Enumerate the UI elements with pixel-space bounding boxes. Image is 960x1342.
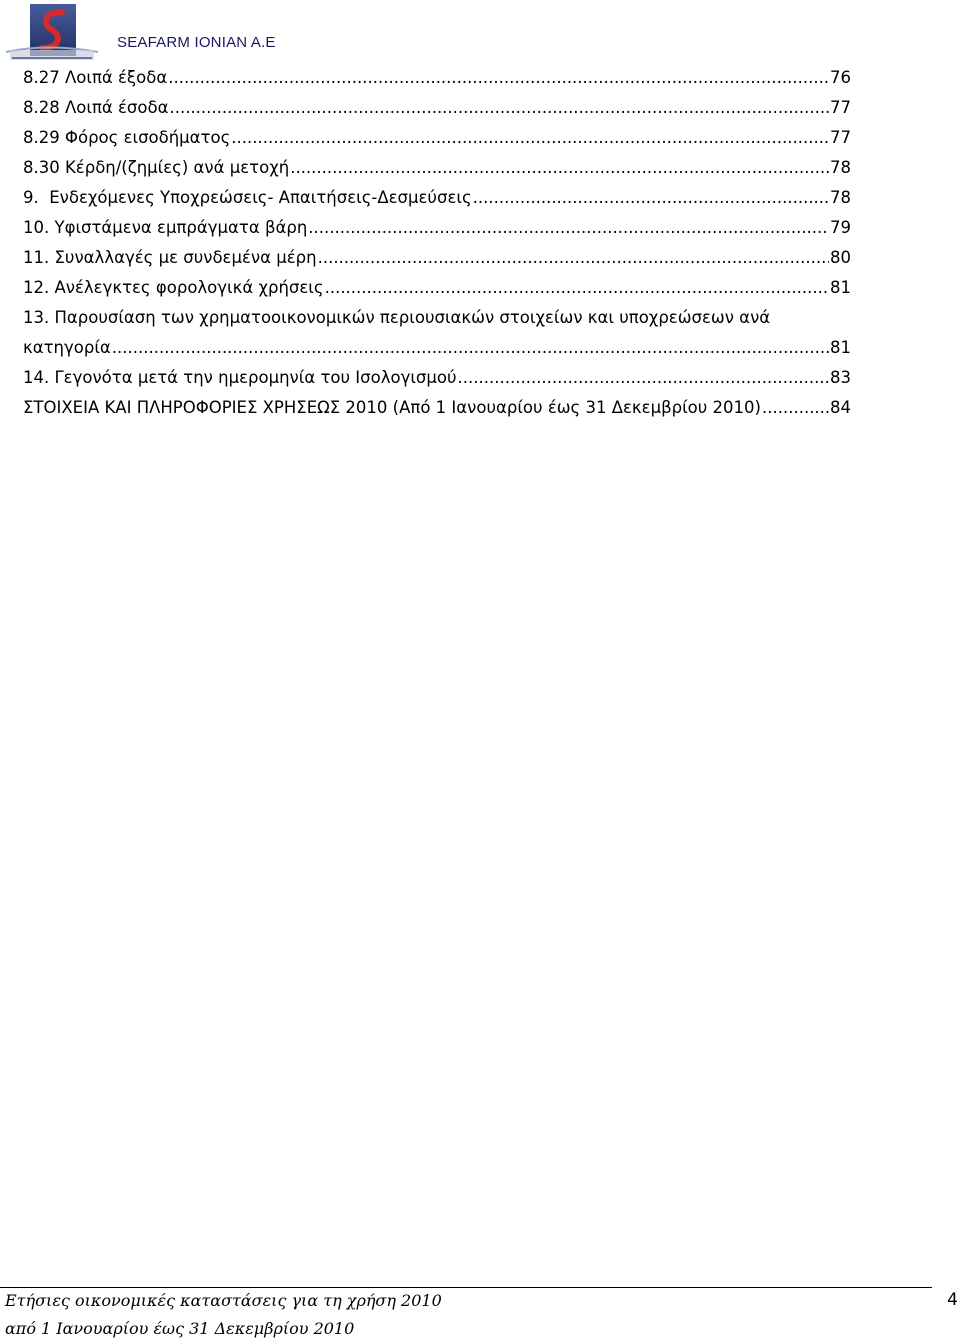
toc-entry-title: 8.29 Φόρος εισοδήματος bbox=[23, 128, 231, 147]
footer-divider bbox=[0, 1287, 932, 1288]
toc-entry-page: 81 bbox=[830, 338, 851, 357]
toc-entry-page: 84 bbox=[830, 398, 851, 417]
toc-entry[interactable] bbox=[23, 63, 851, 93]
table-of-contents bbox=[23, 63, 851, 423]
toc-entry-page: 80 bbox=[830, 248, 851, 267]
toc-dot-leader bbox=[168, 63, 829, 93]
toc-entry[interactable] bbox=[23, 273, 851, 303]
company-name: SEAFARM IONIAN A.E bbox=[117, 34, 276, 51]
toc-entry[interactable] bbox=[23, 123, 851, 153]
footer-period: από 1 Ιανουαρίου έως 31 Δεκεμβρίου 2010 bbox=[5, 1319, 355, 1338]
toc-dot-leader bbox=[290, 153, 829, 183]
toc-entry-page: 77 bbox=[830, 128, 851, 147]
toc-entry-page: 79 bbox=[830, 218, 851, 237]
toc-entry[interactable] bbox=[23, 363, 851, 393]
toc-entry-page: 83 bbox=[830, 368, 851, 387]
toc-entry-page: 78 bbox=[830, 188, 851, 207]
toc-entry-title: 12. Ανέλεγκτες φορολογικά χρήσεις bbox=[23, 278, 324, 297]
toc-entry-title: 9. Ενδεχόμενες Υποχρεώσεις- Απαιτήσεις-Δεσμεύσεις bbox=[23, 188, 472, 207]
toc-entry-title: 11. Συναλλαγές με συνδεμένα μέρη bbox=[23, 248, 317, 267]
toc-dot-leader bbox=[473, 183, 829, 213]
toc-entry[interactable] bbox=[23, 213, 851, 243]
toc-entry[interactable] bbox=[23, 393, 851, 423]
toc-entry-title: 8.28 Λοιπά έσοδα bbox=[23, 98, 169, 117]
toc-entry-page: 77 bbox=[830, 98, 851, 117]
page-number: 4 bbox=[947, 1290, 958, 1310]
footer-title: Ετήσιες οικονομικές καταστάσεις για τη χρήση 2010 bbox=[5, 1291, 442, 1310]
toc-dot-leader bbox=[458, 363, 829, 393]
toc-entry[interactable] bbox=[23, 153, 851, 183]
toc-dot-leader bbox=[112, 333, 829, 363]
toc-entry-page: 81 bbox=[830, 278, 851, 297]
toc-entry-title: κατηγορία bbox=[23, 338, 111, 357]
toc-entry bbox=[23, 333, 851, 363]
toc-entry-page: 76 bbox=[830, 68, 851, 87]
toc-entry-multiline[interactable] bbox=[23, 303, 851, 363]
page-header bbox=[0, 0, 960, 66]
toc-entry-title: 8.30 Κέρδη/(ζημίες) ανά μετοχή bbox=[23, 158, 290, 177]
toc-entry[interactable] bbox=[23, 183, 851, 213]
toc-entry-title: 10. Υφιστάμενα εμπράγματα βάρη bbox=[23, 218, 308, 237]
toc-dot-leader bbox=[308, 213, 829, 243]
toc-dot-leader bbox=[325, 273, 829, 303]
toc-entry-title: ΣΤΟΙΧΕΙΑ ΚΑΙ ΠΛΗΡΟΦΟΡΙΕΣ ΧΡΗΣΕΩΣ 2010 (Από 1 Ιανουαρίου έως 31 Δεκεμβρίου 2010) bbox=[23, 398, 761, 417]
toc-dot-leader bbox=[231, 123, 829, 153]
toc-dot-leader bbox=[318, 243, 829, 273]
toc-entry-title-line: 13. Παρουσίαση των χρηματοοικονομικών περιουσιακών στοιχείων και υποχρεώσεων ανά bbox=[23, 308, 771, 327]
toc-dot-leader bbox=[762, 393, 829, 423]
company-logo-icon bbox=[4, 2, 100, 64]
toc-entry[interactable] bbox=[23, 93, 851, 123]
toc-entry-page: 78 bbox=[830, 158, 851, 177]
toc-entry[interactable] bbox=[23, 243, 851, 273]
toc-entry-title: 14. Γεγονότα μετά την ημερομηνία του Ισολογισμού bbox=[23, 368, 457, 387]
toc-dot-leader bbox=[169, 93, 829, 123]
toc-entry-title: 8.27 Λοιπά έξοδα bbox=[23, 68, 168, 87]
